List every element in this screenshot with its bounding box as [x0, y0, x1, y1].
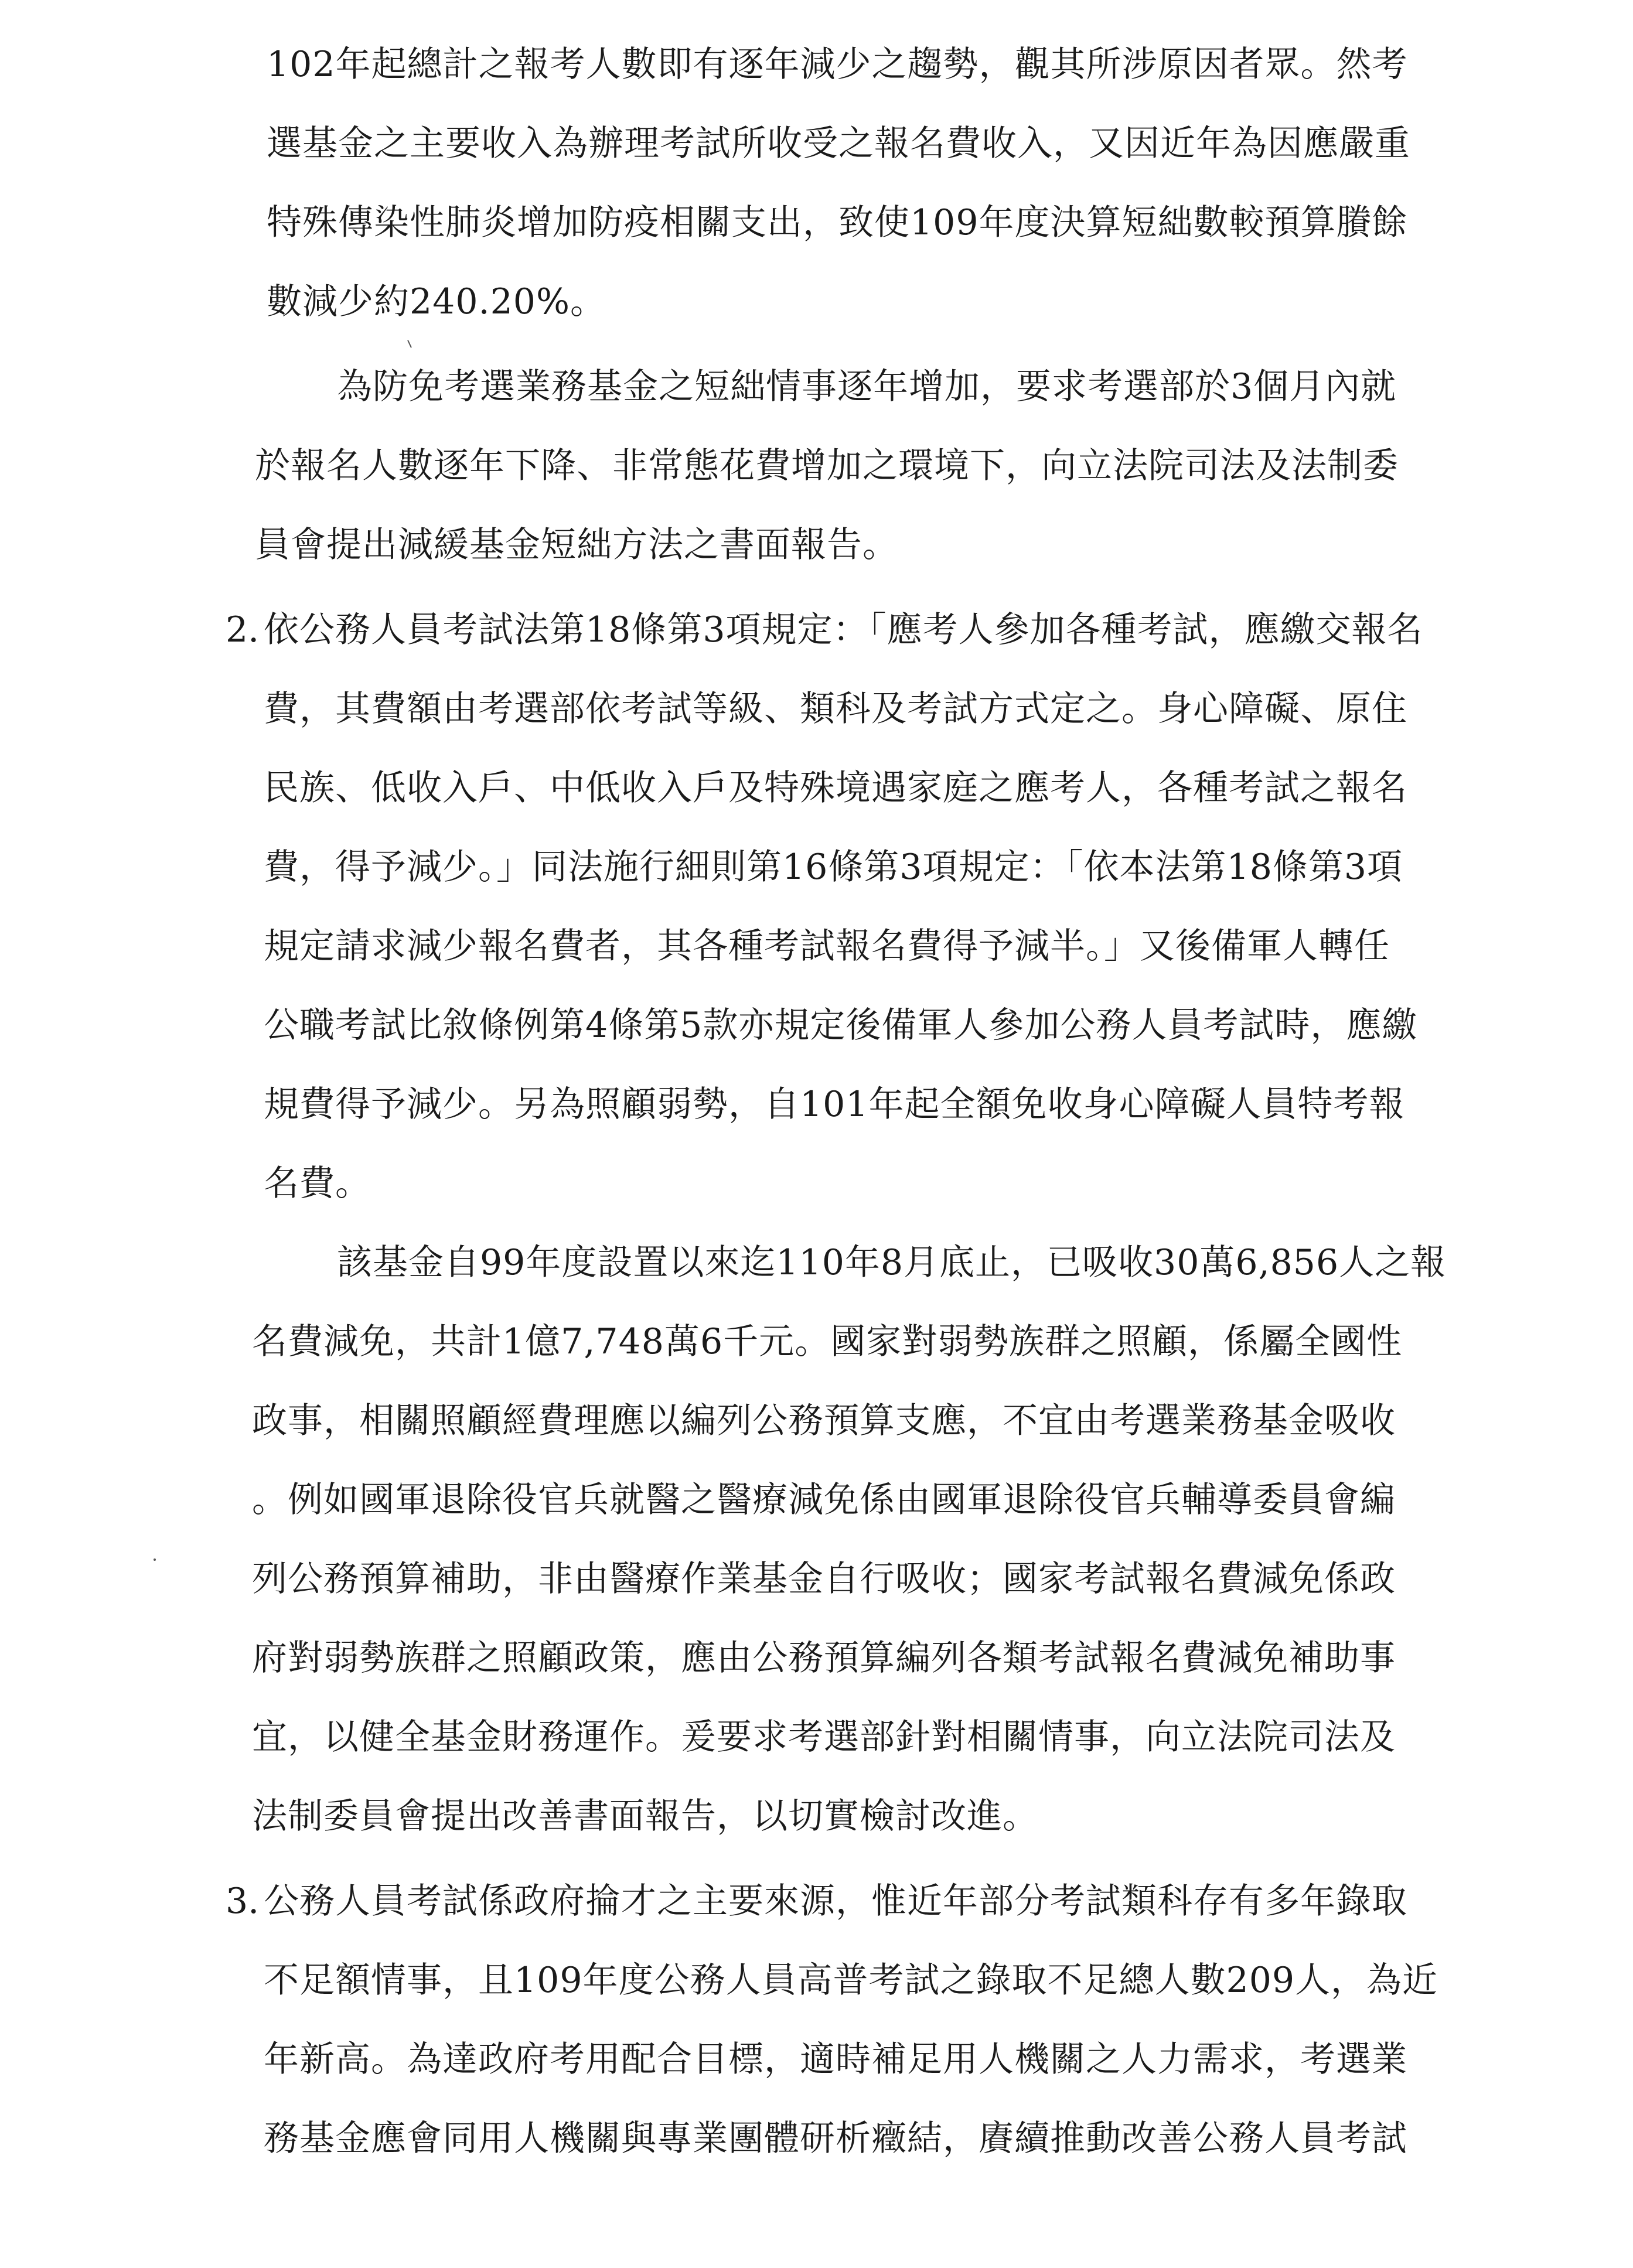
- text-line: 法制委員會提出改善書面報告，以切實檢討改進。: [252, 1796, 1038, 1837]
- text-line: 為防免考選業務基金之短絀情事逐年增加，要求考選部於3個月內就: [337, 366, 1397, 407]
- text-line: 該基金自99年度設置以來迄110年8月底止，已吸收30萬6,856人之報: [337, 1242, 1447, 1283]
- text-line: 不足額情事，且109年度公務人員高普考試之錄取不足總人數209人，為近: [264, 1960, 1438, 2001]
- text-line: 依公務人員考試法第18條第3項規定：「應考人參加各種考試，應繳交報名: [264, 609, 1423, 650]
- scan-speck: [407, 340, 412, 348]
- text-line: 名費減免，共計1億7,748萬6千元。國家對弱勢族群之照顧，係屬全國性: [252, 1321, 1403, 1362]
- text-line: 列公務預算補助，非由醫療作業基金自行吸收；國家考試報名費減免係政: [252, 1558, 1396, 1599]
- list-number: 3.: [226, 1881, 260, 1922]
- text-line: 102年起總計之報考人數即有逐年減少之趨勢，觀其所涉原因者眾。然考: [267, 44, 1408, 85]
- text-line: 員會提出減緩基金短絀方法之書面報告。: [255, 524, 898, 565]
- text-line: 於報名人數逐年下降、非常態花費增加之環境下，向立法院司法及法制委: [255, 445, 1399, 486]
- text-line: 務基金應會同用人機關與專業團體研析癥結，賡續推動改善公務人員考試: [264, 2118, 1407, 2159]
- text-line: 年新高。為達政府考用配合目標，適時補足用人機關之人力需求，考選業: [264, 2039, 1407, 2080]
- text-line: 。例如國軍退除役官兵就醫之醫療減免係由國軍退除役官兵輔導委員會編: [252, 1479, 1396, 1520]
- text-line: 特殊傳染性肺炎增加防疫相關支出，致使109年度決算短絀數較預算賸餘: [267, 202, 1408, 243]
- text-line: 選基金之主要收入為辦理考試所收受之報名費收入，又因近年為因應嚴重: [267, 123, 1410, 164]
- text-line: 規定請求減少報名費者，其各種考試報名費得予減半。」又後備軍人轉任: [264, 926, 1390, 967]
- scan-speck: [154, 1558, 156, 1561]
- text-line: 府對弱勢族群之照顧政策，應由公務預算編列各類考試報名費減免補助事: [252, 1638, 1396, 1679]
- text-line: 公務人員考試係政府掄才之主要來源，惟近年部分考試類科存有多年錄取: [264, 1881, 1407, 1922]
- list-number: 2.: [226, 609, 260, 650]
- text-line: 公職考試比敘條例第4條第5款亦規定後備軍人參加公務人員考試時，應繳: [264, 1005, 1418, 1046]
- text-line: 費，得予減少。」同法施行細則第16條第3項規定：「依本法第18條第3項: [264, 847, 1403, 888]
- text-line: 宜，以健全基金財務運作。爰要求考選部針對相關情事，向立法院司法及: [252, 1717, 1396, 1758]
- text-line: 名費。: [264, 1163, 371, 1204]
- text-line: 規費得予減少。另為照顧弱勢，自101年起全額免收身心障礙人員特考報: [264, 1084, 1405, 1125]
- text-line: 民族、低收入戶、中低收入戶及特殊境遇家庭之應考人，各種考試之報名: [264, 768, 1407, 809]
- text-line: 數減少約240.20%。: [267, 281, 606, 322]
- text-line: 費，其費額由考選部依考試等級、類科及考試方式定之。身心障礙、原住: [264, 688, 1407, 729]
- text-line: 政事，相關照顧經費理應以編列公務預算支應，不宜由考選業務基金吸收: [252, 1400, 1396, 1441]
